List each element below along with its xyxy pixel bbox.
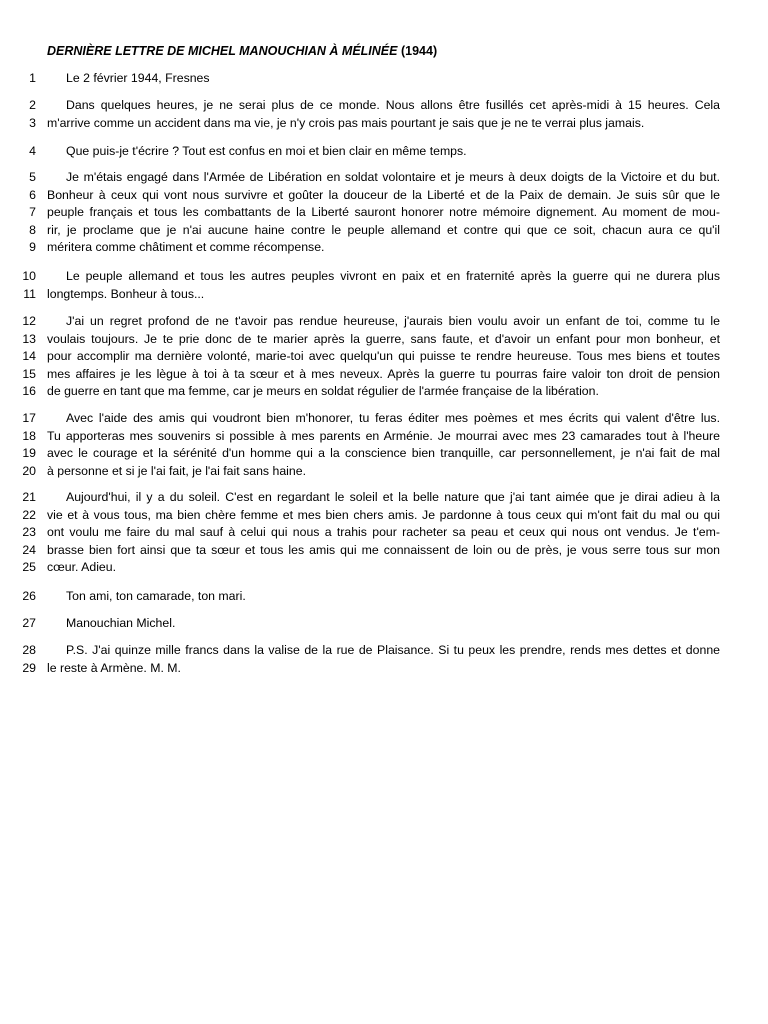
line-number: 16 bbox=[22, 384, 36, 399]
text-line bbox=[0, 615, 768, 633]
line-text: brasse bien fort ainsi que ta sœur et tous les amis qui me connaissent de loin ou de près, je vous serre tous sur mon bbox=[47, 542, 720, 557]
line-text: peuple français et tous les combattants de la Liberté sauront honorer notre mémoire dignement. Au moment de mou- bbox=[47, 205, 720, 220]
line-text: Le 2 février 1944, Fresnes bbox=[66, 71, 210, 85]
line-number: 25 bbox=[22, 560, 36, 575]
line-text: Manouchian Michel. bbox=[66, 616, 176, 630]
line-text: méritera comme châtiment et comme récompense. bbox=[47, 240, 325, 255]
line-text: le reste à Armène. M. M. bbox=[47, 660, 181, 675]
line-number: 20 bbox=[22, 463, 36, 478]
text-line bbox=[0, 410, 768, 428]
document-title bbox=[47, 43, 437, 59]
line-number: 10 bbox=[22, 269, 36, 283]
text-line bbox=[0, 463, 768, 481]
line-text: Le peuple allemand et tous les autres peuples vivront en paix et en fraternité après la guerre qui ne durera plus bbox=[66, 269, 720, 283]
paragraph bbox=[0, 615, 768, 633]
text-line bbox=[0, 348, 768, 366]
line-number: 29 bbox=[22, 660, 36, 675]
line-text: mes affaires je les lègue à toi à ta sœur et à mes neveux. Après la guerre tu pourras faire valoir ton droit de pension bbox=[47, 366, 720, 381]
text-line bbox=[0, 313, 768, 331]
line-number: 4 bbox=[29, 144, 36, 158]
text-line bbox=[0, 187, 768, 205]
line-number: 13 bbox=[22, 331, 36, 346]
paragraph bbox=[0, 70, 768, 88]
text-line bbox=[0, 169, 768, 187]
line-number: 6 bbox=[29, 187, 36, 202]
text-line bbox=[0, 559, 768, 577]
text-line bbox=[0, 286, 768, 304]
text-line bbox=[0, 445, 768, 463]
text-line bbox=[0, 268, 768, 286]
line-text: P.S. J'ai quinze mille francs dans la valise de la rue de Plaisance. Si tu peux les prendre, rends mes dettes et donne bbox=[66, 643, 720, 657]
line-text: ont voulu me faire du mal sauf à celui qui nous a trahis pour racheter sa peau et ceux qui nous ont vendus. Je t'em- bbox=[47, 525, 720, 540]
text-line bbox=[0, 489, 768, 507]
text-line bbox=[0, 204, 768, 222]
line-text: pour accomplir ma dernière volonté, marie-toi avec quelqu'un qui puisse te rendre heureuse. Tous mes biens et toutes bbox=[47, 349, 720, 364]
text-line bbox=[0, 660, 768, 678]
line-number: 7 bbox=[29, 205, 36, 220]
text-line bbox=[0, 383, 768, 401]
paragraph bbox=[0, 97, 768, 132]
line-number: 23 bbox=[22, 525, 36, 540]
line-number: 17 bbox=[22, 411, 36, 425]
line-text: Tu apporteras mes souvenirs si possible à mes parents en Arménie. Je mourrai avec mes 23 camarades tout à l'heure bbox=[47, 428, 720, 443]
line-number: 14 bbox=[22, 349, 36, 364]
line-text: J'ai un regret profond de ne t'avoir pas rendue heureuse, j'aurais bien voulu avoir un enfant de toi, comme tu le bbox=[66, 314, 720, 328]
line-text: Avec l'aide des amis qui voudront bien m'honorer, tu feras éditer mes poèmes et mes écrits qui valent d'être lus. bbox=[66, 411, 720, 425]
line-text: Ton ami, ton camarade, ton mari. bbox=[66, 589, 246, 603]
line-number: 15 bbox=[22, 366, 36, 381]
paragraph bbox=[0, 588, 768, 606]
line-text: longtemps. Bonheur à tous... bbox=[47, 286, 205, 301]
line-number: 5 bbox=[29, 170, 36, 184]
line-text: rir, je proclame que je n'ai aucune haine contre le peuple allemand et contre qui que ce soit, chacun aura ce qu'il bbox=[47, 222, 720, 237]
paragraph bbox=[0, 410, 768, 480]
line-number: 28 bbox=[22, 643, 36, 657]
text-line bbox=[0, 366, 768, 384]
text-line bbox=[0, 97, 768, 115]
text-line bbox=[0, 331, 768, 349]
line-text: de guerre en tant que ma femme, car je meurs en soldat régulier de l'armée française de la libération. bbox=[47, 384, 599, 399]
text-line bbox=[0, 222, 768, 240]
text-line bbox=[0, 115, 768, 133]
line-number: 12 bbox=[22, 314, 36, 328]
line-number: 8 bbox=[29, 222, 36, 237]
paragraph bbox=[0, 169, 768, 257]
line-text: Aujourd'hui, il y a du soleil. C'est en regardant le soleil et la belle nature que j'ai tant aimée que je dirai adieu à la bbox=[66, 490, 720, 504]
paragraph bbox=[0, 143, 768, 161]
line-number: 2 bbox=[29, 98, 36, 112]
line-number: 24 bbox=[22, 542, 36, 557]
line-number: 26 bbox=[22, 589, 36, 603]
paragraph bbox=[0, 313, 768, 401]
line-number: 22 bbox=[22, 507, 36, 522]
text-line bbox=[0, 428, 768, 446]
line-number: 18 bbox=[22, 428, 36, 443]
line-number: 27 bbox=[22, 616, 36, 630]
line-number: 3 bbox=[29, 115, 36, 130]
line-text: Je m'étais engagé dans l'Armée de Libération en soldat volontaire et je meurs à deux doigts de la Victoire et du but. bbox=[66, 170, 720, 184]
line-text: Bonheur à ceux qui vont nous survivre et goûter la douceur de la Liberté et de la Paix de demain. Je suis sûr que le bbox=[47, 187, 720, 202]
line-text: cœur. Adieu. bbox=[47, 560, 117, 575]
title-year: (1944) bbox=[400, 44, 438, 58]
text-line bbox=[0, 507, 768, 525]
paragraph bbox=[0, 642, 768, 677]
title-text: DERNIÈRE LETTRE DE MICHEL MANOUCHIAN À MÉLINÉE bbox=[47, 44, 398, 58]
line-text: avec le courage et la sérénité d'un homme qui a la conscience bien tranquille, car personnellement, je n'ai fait de mal bbox=[47, 446, 720, 461]
text-line bbox=[0, 542, 768, 560]
line-text: voulais toujours. Je te prie donc de te marier après la guerre, sans faute, et d'avoir un enfant pour mon bonheur, et bbox=[47, 331, 720, 346]
text-line bbox=[0, 143, 768, 161]
line-number: 11 bbox=[23, 286, 36, 301]
text-line bbox=[0, 642, 768, 660]
text-line bbox=[0, 524, 768, 542]
paragraph bbox=[0, 489, 768, 577]
line-text: vie et à vous tous, ma bien chère femme et mes bien chers amis. Je pardonne à tous ceux qui m'ont fait du mal ou qui bbox=[47, 507, 720, 522]
line-number: 21 bbox=[22, 490, 36, 504]
line-number: 9 bbox=[29, 240, 36, 255]
text-line bbox=[0, 70, 768, 88]
line-text: Que puis-je t'écrire ? Tout est confus en moi et bien clair en même temps. bbox=[66, 144, 467, 158]
line-number: 1 bbox=[29, 71, 36, 85]
paragraph bbox=[0, 268, 768, 303]
line-text: à personne et si je l'ai fait, je l'ai fait sans haine. bbox=[47, 463, 306, 478]
text-line bbox=[0, 239, 768, 257]
line-text: Dans quelques heures, je ne serai plus de ce monde. Nous allons être fusillés cet après-midi à 15 heures. Cela bbox=[66, 98, 720, 112]
line-number: 19 bbox=[22, 446, 36, 461]
text-line bbox=[0, 588, 768, 606]
line-text: m'arrive comme un accident dans ma vie, je n'y crois pas mais pourtant je sais que je ne te verrai plus jamais. bbox=[47, 115, 645, 130]
